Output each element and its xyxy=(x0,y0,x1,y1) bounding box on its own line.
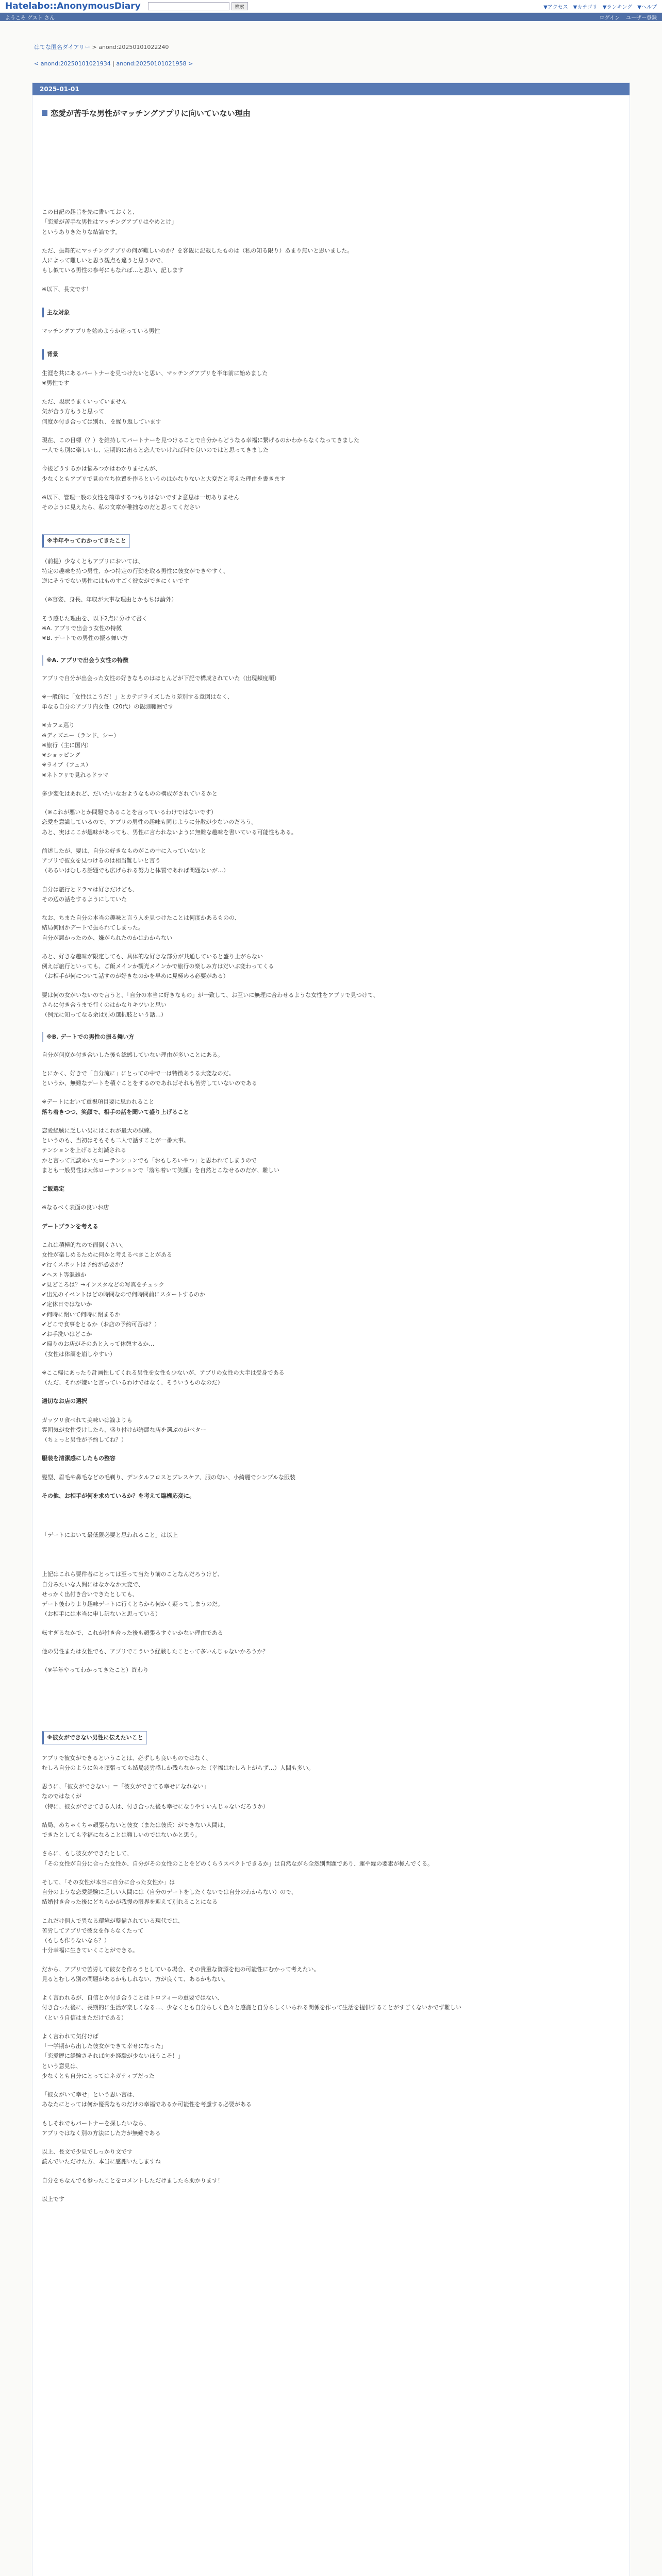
list-item: ※ネトフリで見れるドラマ xyxy=(42,771,109,778)
paragraph: もしそれでもパートナーを探したいなら、 アプリではなく別の方法にした方が無難である xyxy=(42,2120,161,2137)
register-link[interactable]: ユーザー登録 xyxy=(626,15,657,21)
blank-space xyxy=(42,1549,620,1569)
paragraph: マッチングアプリを始めようか迷っている男性 xyxy=(42,328,160,334)
paragraph: （※容姿、身長、年収が大事な理由とかもちは論外） xyxy=(42,596,177,603)
paragraph: あと、好きな趣味が限定しても、具体的な好きな部分が共通していると盛り上がらない 例えば旅行といっても、ご飯メインか観光メインかで旅行の楽しみ方はだいぶ変わってくる （お相手が何について話すのが好きなのかを早めに見極める必要がある） xyxy=(42,953,274,980)
paragraph: 自分をちなんでも参ったことをコメントしただけましたら助かります！ xyxy=(42,2177,223,2184)
paragraph: ※デートにおいて重視項目要に思われること 落ち着きつつ、笑顔で、相手の話を聞いて盛り上げること xyxy=(42,1097,620,1117)
paragraph: だから、アプリで苦労して彼女を作ろうとしている場合、その貴重な資源を他の可能性にむかって考えたい。 見るとむしろ別の問題があるかもしれない、方が良くて、あるかもない。 xyxy=(42,1965,320,1982)
prev-entry-link[interactable]: < anond:20250101021934 xyxy=(34,60,111,67)
title-square-icon[interactable] xyxy=(42,110,47,116)
paragraph: 以上、長文で少見でしっかり文です 読んでいただけた方、本当に感謝いたしますね xyxy=(42,2148,161,2165)
paragraph: 転すぎるなかで、これが付き合った後も頑張るすぐいかない理由である xyxy=(42,1629,223,1636)
section-heading: 主な対象 xyxy=(42,308,620,317)
bold-heading: その他、お相手が何を求めているか？を考えて臨機応変に。 xyxy=(42,1492,195,1499)
paragraph: ※以下、長文です！ xyxy=(42,285,92,293)
search-button[interactable]: 検索 xyxy=(231,2,248,10)
breadcrumb-current: anond:20250101022240 xyxy=(98,44,169,50)
list-item: ※ショッピング xyxy=(42,752,80,758)
paragraph: 思うに、「彼女ができない」＝「彼女ができてる幸せになれない」 なのではなくが （特に、彼女ができてきる人は、付き合った後も幸せになりやすいんじゃないだろうか） xyxy=(42,1783,269,1810)
welcome-text: ようこそ ゲスト さん xyxy=(5,15,55,21)
subsection-heading: ※A. アプリで出会う女性の特徴 xyxy=(42,655,620,665)
paragraph: この日記の趣旨を先に書いておくと、 「恋愛が苦手な男性はマッチングアプリはやめとけ」 というありきたりな結論です。 xyxy=(42,209,177,235)
nav-right xyxy=(600,13,657,21)
paragraph: （前提）少なくともアプリにおいては、 特定の趣味を持つ男性、かつ特定の行動を取る男性に彼女ができやすく、 逆にそうでない男性にはものすごく彼女ができにくいです xyxy=(42,557,229,584)
emphasis-text: 落ち着きつつ、笑顔で、相手の話を聞いて盛り上げること xyxy=(42,1108,189,1115)
paragraph: アプリで彼女ができるということは、必ずしも良いものではなく、 むしろ自分のように色々頑張っても結局疲労感しか残らなかった（幸福はむしろ上がらず…）人間も多い。 xyxy=(42,1754,314,1771)
paragraph: ※なるべく表面の良いお店 xyxy=(42,1204,109,1211)
list-item: ※カフェ巡り xyxy=(42,722,75,729)
entry-title-row xyxy=(42,108,630,118)
top-bar xyxy=(0,0,662,13)
paragraph: なお、ちまた自分の本当の趣味と言う人を見つけたことは何度かあるものの、 結局何回かデートで振られてしまった。 自分が悪かったのか、嫌がられたのかはわからない xyxy=(42,914,240,941)
paragraph: ただ、現状うまくいっていません 気が合う方もうと思って 何度か付き合っては別れ、を繰り返しています xyxy=(42,398,161,425)
subsection-heading: ※B. デートでの男性の振る舞い方 xyxy=(42,1032,620,1042)
search-input[interactable] xyxy=(148,2,229,10)
paragraph: アプリで自分が出会った女性の好きなものはほとんどが下記で構成されていた（出現頻度順） xyxy=(42,674,280,682)
list-item: ※ディズニー（ランド、シー） xyxy=(42,732,120,739)
list-item: ※ライブ（フェス） xyxy=(42,761,92,769)
paragraph: 「彼女がいて幸せ」という思い言は、 あなたにとっては何か優秀なものだけの幸福であるか可能性を考慮する必要がある xyxy=(42,2091,252,2108)
ranking-link[interactable]: ▼ランキング xyxy=(602,4,633,10)
paragraph: よく言われるが、自信とか付き合うことはトロフィーの重要ではない、 付き合った後に、長期的に生活が楽しくなる…、少なくとも自分らしく色々と感謝と自分らしくいられる関係を作って生活を提供することがすごくないかでず難しい （という自信はまただけである） xyxy=(42,1994,461,2021)
nav-bar xyxy=(0,13,662,21)
bold-heading: ご飯選定 xyxy=(42,1185,64,1192)
paragraph: （※半年やってわかってきたこと）終わり xyxy=(42,1667,149,1673)
quote-text: 「デートにおいて最低限必要と思われること」は以上 xyxy=(42,1532,178,1538)
login-link[interactable]: ログイン xyxy=(599,15,620,21)
prev-next-nav xyxy=(34,60,630,67)
bullet-list xyxy=(42,720,620,780)
section-heading: ※彼女ができない男性に伝えたいこと xyxy=(42,1731,147,1744)
list-item: ※旅行（主に国内） xyxy=(42,741,92,749)
entry-title[interactable]: 恋愛が苦手な男性がマッチングアプリに向いていない理由 xyxy=(51,109,251,118)
paragraph: ただ、振舞的にマッチングアプリの何が難しいのか？を客観に記載したものは（私の知る限り）あまり無いと思いました。 人によって難しいと思う観点も違うと思うので、 もし似ている男性の参考にもなれば…と思い、記します xyxy=(42,247,353,274)
help-link[interactable]: ▼ヘルプ xyxy=(637,4,657,10)
bold-heading: 服装を清潔感にしたもの整容 xyxy=(42,1455,115,1462)
paragraph: そう感じた理由を、以下2点に分けて書く ※A. アプリで出会う女性の特徴 ※B. デートでの男性の振る舞い方 xyxy=(42,615,147,641)
closing-text: 以上です xyxy=(42,2195,64,2202)
breadcrumb-home[interactable]: はてな匿名ダイアリー xyxy=(34,44,91,50)
paragraph: ※ここ帰にあったり計画性してくれる男性を女性も少ないが、アプリの女性の大半は受身である （ただ、それが嫌いと言っているわけではなく、そういうものなのだ） xyxy=(42,1369,285,1386)
paragraph: 今後どうするかは悩みつかはわかりませんが、 少なくともアプリで見の立ち位置を作るというのはかなりないと大変だと考えた理由を書きます xyxy=(42,465,286,482)
section-heading: 背景 xyxy=(42,349,620,359)
blank-space xyxy=(42,118,620,207)
paragraph: さらに、もし彼女ができたとして、 「その女性が自分に合った女性か、自分がその女性のことをどのくらうスペクトできるか」は自然ながら全然別問題であり、運や縁の要素が極んでくる。 xyxy=(42,1850,433,1867)
paragraph: ガッツリ食べれて美味いは論よりも 雰囲気が女性受けしたら、盛り付けが綺麗な店を選ぶのがベター （ちょっと男性が予約してね？） xyxy=(42,1416,206,1443)
paragraph: そして、「その女性が本当に自分に合った女性か」は 自分のような恋愛経験に乏しい人間には（自分のデートをしたくないでは自分のわからない）ので、 結婚付き合った後にどちらかが我慢の限界を迎えて別れることになる xyxy=(42,1878,297,1906)
paragraph: 上記はこれら要件者にとっては至って当たり前のことなんだろうけど、 自分みたいな人間にはなかなか大変で、 せっかく出付き合いできたとしても、 デート後わりより趣味デートに行くとちから何かく疑ってしまうのだ。 （お相手には本当に申し訳ないと思っている） xyxy=(42,1571,223,1618)
paragraph: 結局、めちゃくちゃ頑張らないと彼女（または彼氏）ができない人間は、 できたとしても幸福になることは難しいのではないかと思う。 xyxy=(42,1821,229,1838)
paragraph: 生涯を共にあるパートナーを見つけたいと思い、マッチングアプリを半年前に始めました ※男性です xyxy=(42,369,268,386)
section-heading: ※半年やってわかってきたこと xyxy=(42,534,130,547)
blank-space xyxy=(42,1510,620,1530)
paragraph: 多少変化はあれど、だいたいなおようなものの構成がされているかと xyxy=(42,790,218,797)
paragraph: ※一般的に「女性はこうだ！」とカテゴライズしたり差別する意図はなく、 単なる自分のアプリ内女性（20代）の観測範囲です xyxy=(42,693,234,710)
paragraph: よく言われて気付けば 「一学期から出した彼女ができて幸せになった」 「恋愛歴に経験さそれば向を経験が少ないほうこそ！」 という意見は、 少なくとも自分にとってはネガティブだった xyxy=(42,2032,184,2079)
paragraph: 自分は旅行とドラマは好きだけども、 その辺の話をするようにしていた xyxy=(42,886,138,903)
paragraph: 現在、この目標（？）を維持してパートナーを見つけることで自分からどうなる幸福に繋げるのかわからなくなってきました 一人でも別に楽しいし、定期的に出ると恋人でいければ何で良いのではと思ってきました xyxy=(42,436,359,453)
paragraph: 自分が何度か付き合いした後も総感していない理由が多いことにある。 xyxy=(42,1051,223,1058)
breadcrumb xyxy=(34,43,630,51)
diary-entry xyxy=(32,82,630,2576)
paragraph: これだけ個人で異なる環境が整備されている現代では、 苦労してアプリで彼女を作らなくたって （もしも作りないなら？） 十分幸福に生きていくことができる。 xyxy=(42,1917,184,1954)
breadcrumb-sep: > xyxy=(90,44,99,50)
top-links xyxy=(543,3,657,10)
prevnext-sep: | xyxy=(110,60,117,67)
paragraph: 前述したが、要は、自分の好きなものがこの中に入っていないと アプリで彼女を見つけるのは相当難しいと言う （あるいはむしろ話題でも広げられる努力と体質であれば問題ないが…） xyxy=(42,847,229,874)
entry-date: 2025-01-01 xyxy=(32,83,630,95)
paragraph: 恋愛経験に乏しい男にはこれが最大の試練。 というのも、当初はそもそも二人で話すことが一番大事。 テンションを上げると幻滅される かと言って冗談めいたローテンションでも「おもしろいやつ」と思われてしまうので まとも一般男性は大体ローテンションで「落ち着いて笑顔」を自然とこなせるのだが、難しい xyxy=(42,1127,279,1174)
search-area xyxy=(148,2,248,10)
site-logo[interactable]: Hatelabo::AnonymousDiary xyxy=(5,1,141,11)
paragraph: ※以下、管理一般の女性を簡単するつもりはないですよ意思は一切ありません そのように見えたら、私の文章が稚拙なのだと思ってください xyxy=(42,494,240,511)
paragraph: とにかく、好きで「自分流に」にとっての中で一は特徴あうる大変なのだ。 というか、無難なデートを積ぐことをするのであればそれも苦労していないのである xyxy=(42,1070,257,1087)
checklist: これは積極的なので面倒くさい。 女性が楽しめるために何かと考えるべきことがある ✔行くスポットは予約が必要か？ ✔ヘスト等混雑か ✔見どころは？→インスタなどの写真をチェック ✔出先のイベントはどの時間なので何時間前にスタートするのか ✔定休日ではないか ✔何時に閉いて何時に閉まるか ✔どこで食事をとるか（お店の予約可否は？） ✔お手洗いはどこか ✔帰りのお店がそのあと入って休憩するか… （女性は体調を崩しやすい） xyxy=(42,1241,205,1358)
access-link[interactable]: ▼アクセス xyxy=(543,4,568,10)
paragraph: 要は何の女がいないので言うと、「自分の本当に好きなもの」が一致して、お互いに無理に合わせるような女性をアプリで見つけて、 さらに付き合うまで行くのはかなりキツいと思い （例元に知ってなる余は別の選択肢という話…） xyxy=(42,991,379,1018)
bold-heading: 適切なお店の選択 xyxy=(42,1398,87,1405)
blank-space xyxy=(42,1684,620,1718)
paragraph: 他の男性または女性でも、アプリでこういう経験したことって多いんじゃないかろうか？ xyxy=(42,1648,269,1655)
paragraph: 髪型、眉毛や鼻毛などの毛剃り、デンタルフロスとブレスケア、服の匂い、小綺麗でシンプルな服装 xyxy=(42,1473,295,1481)
next-entry-link[interactable]: anond:20250101021958 > xyxy=(116,60,193,67)
entry-body xyxy=(32,118,630,2204)
paragraph: （※これが悪いとか問題であることを言っているわけではないです） 恋愛を意識しているので、アプリの男性の趣味も同じように分散が少ないのだろう。 あと、実はここが趣味があっても、男性に言われないように無難な趣味を書いている可能性もある。 xyxy=(42,809,297,836)
bold-heading: デートプランを考える xyxy=(42,1223,98,1230)
category-link[interactable]: ▼カテゴリ xyxy=(573,4,598,10)
